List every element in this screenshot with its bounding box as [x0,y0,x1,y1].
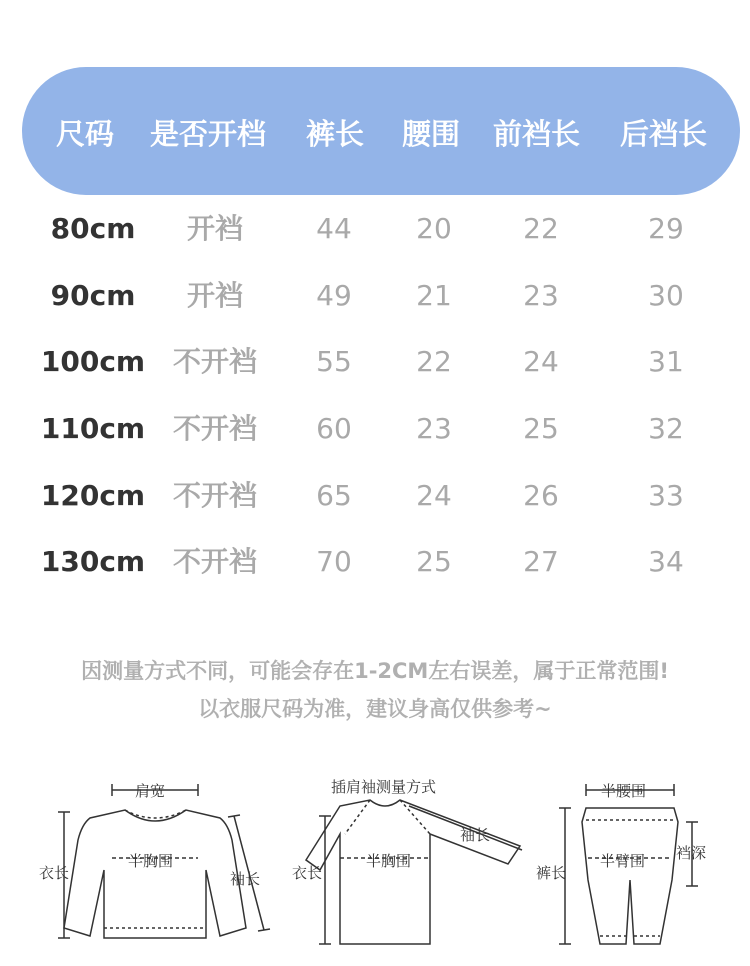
size-cell: 110cm [40,412,146,445]
size-cell: 130cm [40,545,146,578]
pants-thigh-label: 半臂围 [600,852,646,870]
open-crotch-cell: 不开裆 [172,345,258,378]
pants-length-cell: 60 [316,412,352,445]
open-crotch-cell: 不开裆 [172,545,258,578]
pants-length-cell: 44 [316,212,352,245]
table-row [0,209,750,249]
raglan-chest-label: 半胸围 [366,852,412,870]
back-rise-cell: 32 [648,412,684,445]
pants-length-label: 裤长 [536,864,567,882]
size-cell: 80cm [50,212,136,245]
pants-length-cell: 70 [316,545,352,578]
back-rise-cell: 34 [648,545,684,578]
back-rise-cell: 31 [648,345,684,378]
pants-length-cell: 55 [316,345,352,378]
size-cell: 90cm [50,279,136,312]
size-cell: 120cm [40,479,146,512]
raglan-sleeve-label: 袖长 [460,826,491,844]
size-reference-note: 以衣服尺码为准，建议身高仅供参考~ [198,697,552,721]
front-rise-cell: 27 [523,545,559,578]
table-row [0,476,750,516]
table-row [0,409,750,449]
header-back-rise: 后裆长 [620,117,708,151]
size-cell: 100cm [40,345,146,378]
raglan-length-label: 衣长 [292,864,323,882]
sweater-sleeve-label: 袖长 [230,870,261,888]
waist-cell: 20 [416,212,452,245]
header-open-crotch: 是否开档 [150,117,267,151]
front-rise-cell: 24 [523,345,559,378]
pants-waist-label: 半腰围 [601,782,647,800]
measurement-note: 因测量方式不同，可能会存在1-2CM左右误差，属于正常范围! [81,659,669,683]
measurement-diagrams [0,760,750,962]
waist-cell: 24 [416,479,452,512]
pants-length-cell: 49 [316,279,352,312]
back-rise-cell: 33 [648,479,684,512]
pants-rise-label: 裆深 [676,844,707,862]
table-row [0,342,750,382]
front-rise-cell: 22 [523,212,559,245]
header-size: 尺码 [56,117,115,151]
shoulder-width-label: 肩宽 [135,782,166,800]
front-rise-cell: 25 [523,412,559,445]
waist-cell: 21 [416,279,452,312]
back-rise-cell: 29 [648,212,684,245]
sweater-length-label: 衣长 [39,864,70,882]
back-rise-cell: 30 [648,279,684,312]
table-row [0,276,750,316]
table-row [0,542,750,582]
raglan-title-label: 插肩袖测量方式 [331,778,437,796]
waist-cell: 25 [416,545,452,578]
header-pants-length: 裤长 [306,117,365,151]
header-front-rise: 前裆长 [493,117,581,151]
open-crotch-cell: 开裆 [186,212,244,245]
header-waist: 腰围 [402,117,461,151]
front-rise-cell: 23 [523,279,559,312]
open-crotch-cell: 不开裆 [172,479,258,512]
waist-cell: 23 [416,412,452,445]
raglan-diagram [306,800,522,944]
sweater-chest-label: 半胸围 [128,852,174,870]
pants-length-cell: 65 [316,479,352,512]
waist-cell: 22 [416,345,452,378]
open-crotch-cell: 开裆 [186,279,244,312]
front-rise-cell: 26 [523,479,559,512]
open-crotch-cell: 不开裆 [172,412,258,445]
